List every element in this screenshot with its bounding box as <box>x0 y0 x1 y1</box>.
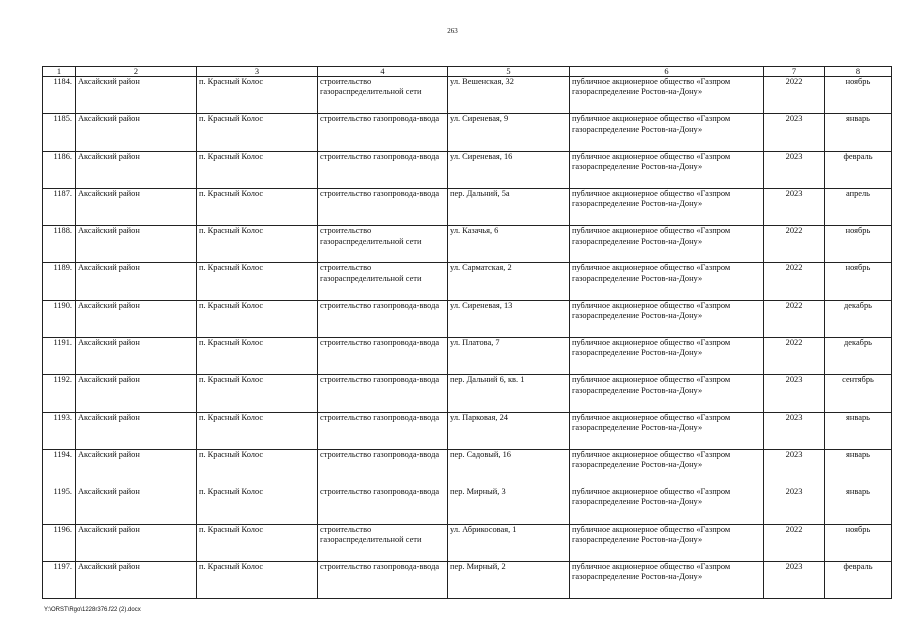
settlement-cell: п. Красный Колос <box>197 77 318 114</box>
header-col-8: 8 <box>825 67 892 77</box>
year-cell: 2022 <box>764 300 825 337</box>
year-cell: 2022 <box>764 524 825 561</box>
district-cell: Аксайский район <box>76 263 197 300</box>
work-type-cell: строительство газопровода-ввода <box>318 300 448 337</box>
year-cell: 2023 <box>764 375 825 412</box>
district-cell: Аксайский район <box>76 114 197 151</box>
header-row <box>43 67 892 77</box>
organization-cell: публичное акционерное общество «Газпром газораспределение Ростов-на-Дону» <box>570 561 764 598</box>
organization-cell: публичное акционерное общество «Газпром газораспределение Ростов-на-Дону» <box>570 300 764 337</box>
table-row <box>43 77 892 114</box>
table-row <box>43 412 892 449</box>
address-cell: пер. Мирный, 2 <box>448 561 570 598</box>
address-cell: пер. Садовый, 16 <box>448 449 570 486</box>
work-type-cell: строительство газопровода-ввода <box>318 375 448 412</box>
row-number-cell: 1184. <box>43 77 76 114</box>
header-col-7: 7 <box>764 67 825 77</box>
year-cell: 2023 <box>764 188 825 225</box>
month-cell: ноябрь <box>825 226 892 263</box>
address-cell: ул. Сиреневая, 13 <box>448 300 570 337</box>
settlement-cell: п. Красный Колос <box>197 338 318 375</box>
row-number-cell: 1192. <box>43 375 76 412</box>
address-cell: ул. Казачья, 6 <box>448 226 570 263</box>
table-body <box>43 77 892 599</box>
organization-cell: публичное акционерное общество «Газпром газораспределение Ростов-на-Дону» <box>570 77 764 114</box>
header-col-5: 5 <box>448 67 570 77</box>
organization-cell: публичное акционерное общество «Газпром газораспределение Ростов-на-Дону» <box>570 263 764 300</box>
header-col-1: 1 <box>43 67 76 77</box>
row-number-cell: 1190. <box>43 300 76 337</box>
district-cell: Аксайский район <box>76 412 197 449</box>
month-cell: февраль <box>825 151 892 188</box>
header-col-6: 6 <box>570 67 764 77</box>
month-cell: декабрь <box>825 338 892 375</box>
address-cell: ул. Сиреневая, 16 <box>448 151 570 188</box>
year-cell: 2023 <box>764 487 825 524</box>
row-number-cell: 1193. <box>43 412 76 449</box>
settlement-cell: п. Красный Колос <box>197 188 318 225</box>
page-number: 263 <box>447 27 458 35</box>
row-number-cell: 1187. <box>43 188 76 225</box>
district-cell: Аксайский район <box>76 524 197 561</box>
month-cell: декабрь <box>825 300 892 337</box>
settlement-cell: п. Красный Колос <box>197 375 318 412</box>
settlement-cell: п. Красный Колос <box>197 412 318 449</box>
work-type-cell: строительство газопровода-ввода <box>318 412 448 449</box>
organization-cell: публичное акционерное общество «Газпром газораспределение Ростов-на-Дону» <box>570 114 764 151</box>
address-cell: ул. Абрикосовая, 1 <box>448 524 570 561</box>
organization-cell: публичное акционерное общество «Газпром газораспределение Ростов-на-Дону» <box>570 524 764 561</box>
district-cell: Аксайский район <box>76 151 197 188</box>
organization-cell: публичное акционерное общество «Газпром газораспределение Ростов-на-Дону» <box>570 188 764 225</box>
table-row <box>43 561 892 598</box>
header-col-3: 3 <box>197 67 318 77</box>
district-cell: Аксайский район <box>76 77 197 114</box>
work-type-cell: строительство газораспределительной сети <box>318 226 448 263</box>
month-cell: ноябрь <box>825 77 892 114</box>
table-row <box>43 151 892 188</box>
row-number-cell: 1194. <box>43 449 76 486</box>
year-cell: 2022 <box>764 226 825 263</box>
work-type-cell: строительство газораспределительной сети <box>318 77 448 114</box>
settlement-cell: п. Красный Колос <box>197 524 318 561</box>
work-type-cell: строительство газопровода-ввода <box>318 114 448 151</box>
district-cell: Аксайский район <box>76 487 197 524</box>
organization-cell: публичное акционерное общество «Газпром газораспределение Ростов-на-Дону» <box>570 338 764 375</box>
district-cell: Аксайский район <box>76 300 197 337</box>
month-cell: январь <box>825 487 892 524</box>
table-row <box>43 449 892 486</box>
month-cell: ноябрь <box>825 524 892 561</box>
table-row <box>43 300 892 337</box>
month-cell: январь <box>825 412 892 449</box>
row-number-cell: 1188. <box>43 226 76 263</box>
address-cell: ул. Парковая, 24 <box>448 412 570 449</box>
row-number-cell: 1185. <box>43 114 76 151</box>
row-number-cell: 1196. <box>43 524 76 561</box>
month-cell: апрель <box>825 188 892 225</box>
row-number-cell: 1197. <box>43 561 76 598</box>
row-number-cell: 1189. <box>43 263 76 300</box>
work-type-cell: строительство газопровода-ввода <box>318 151 448 188</box>
organization-cell: публичное акционерное общество «Газпром газораспределение Ростов-на-Дону» <box>570 375 764 412</box>
district-cell: Аксайский район <box>76 338 197 375</box>
year-cell: 2023 <box>764 561 825 598</box>
organization-cell: публичное акционерное общество «Газпром газораспределение Ростов-на-Дону» <box>570 449 764 486</box>
month-cell: январь <box>825 449 892 486</box>
year-cell: 2022 <box>764 263 825 300</box>
district-cell: Аксайский район <box>76 561 197 598</box>
work-type-cell: строительство газопровода-ввода <box>318 449 448 486</box>
row-number-cell: 1186. <box>43 151 76 188</box>
work-type-cell: строительство газопровода-ввода <box>318 338 448 375</box>
table-row <box>43 188 892 225</box>
table-row <box>43 114 892 151</box>
district-cell: Аксайский район <box>76 188 197 225</box>
organization-cell: публичное акционерное общество «Газпром газораспределение Ростов-на-Дону» <box>570 151 764 188</box>
address-cell: ул. Вешенская, 32 <box>448 77 570 114</box>
year-cell: 2022 <box>764 77 825 114</box>
table-row <box>43 375 892 412</box>
year-cell: 2022 <box>764 338 825 375</box>
district-cell: Аксайский район <box>76 226 197 263</box>
header-col-4: 4 <box>318 67 448 77</box>
table-row <box>43 524 892 561</box>
year-cell: 2023 <box>764 412 825 449</box>
district-cell: Аксайский район <box>76 375 197 412</box>
table-header <box>43 67 892 77</box>
table-row <box>43 487 892 524</box>
organization-cell: публичное акционерное общество «Газпром газораспределение Ростов-на-Дону» <box>570 226 764 263</box>
month-cell: сентябрь <box>825 375 892 412</box>
table-row <box>43 226 892 263</box>
table-row <box>43 338 892 375</box>
work-type-cell: строительство газопровода-ввода <box>318 487 448 524</box>
organization-cell: публичное акционерное общество «Газпром газораспределение Ростов-на-Дону» <box>570 487 764 524</box>
footer-file-path: Y:\ORST\Rgo\1228r376.f22 (2).docx <box>44 607 141 613</box>
settlement-cell: п. Красный Колос <box>197 561 318 598</box>
settlement-cell: п. Красный Колос <box>197 263 318 300</box>
table-row <box>43 263 892 300</box>
header-col-2: 2 <box>76 67 197 77</box>
address-cell: пер. Дальний 6, кв. 1 <box>448 375 570 412</box>
month-cell: ноябрь <box>825 263 892 300</box>
work-type-cell: строительство газопровода-ввода <box>318 561 448 598</box>
address-cell: ул. Платова, 7 <box>448 338 570 375</box>
settlement-cell: п. Красный Колос <box>197 151 318 188</box>
address-cell: ул. Сарматская, 2 <box>448 263 570 300</box>
address-cell: пер. Дальний, 5а <box>448 188 570 225</box>
organization-cell: публичное акционерное общество «Газпром газораспределение Ростов-на-Дону» <box>570 412 764 449</box>
settlement-cell: п. Красный Колос <box>197 226 318 263</box>
month-cell: февраль <box>825 561 892 598</box>
settlement-cell: п. Красный Колос <box>197 449 318 486</box>
row-number-cell: 1195. <box>43 487 76 524</box>
address-cell: ул. Сиреневая, 9 <box>448 114 570 151</box>
district-cell: Аксайский район <box>76 449 197 486</box>
row-number-cell: 1191. <box>43 338 76 375</box>
year-cell: 2023 <box>764 449 825 486</box>
month-cell: январь <box>825 114 892 151</box>
year-cell: 2023 <box>764 151 825 188</box>
work-type-cell: строительство газопровода-ввода <box>318 188 448 225</box>
year-cell: 2023 <box>764 114 825 151</box>
settlement-cell: п. Красный Колос <box>197 114 318 151</box>
address-cell: пер. Мирный, 3 <box>448 487 570 524</box>
work-type-cell: строительство газораспределительной сети <box>318 263 448 300</box>
work-type-cell: строительство газораспределительной сети <box>318 524 448 561</box>
settlement-cell: п. Красный Колос <box>197 487 318 524</box>
document-table <box>42 66 892 599</box>
settlement-cell: п. Красный Колос <box>197 300 318 337</box>
